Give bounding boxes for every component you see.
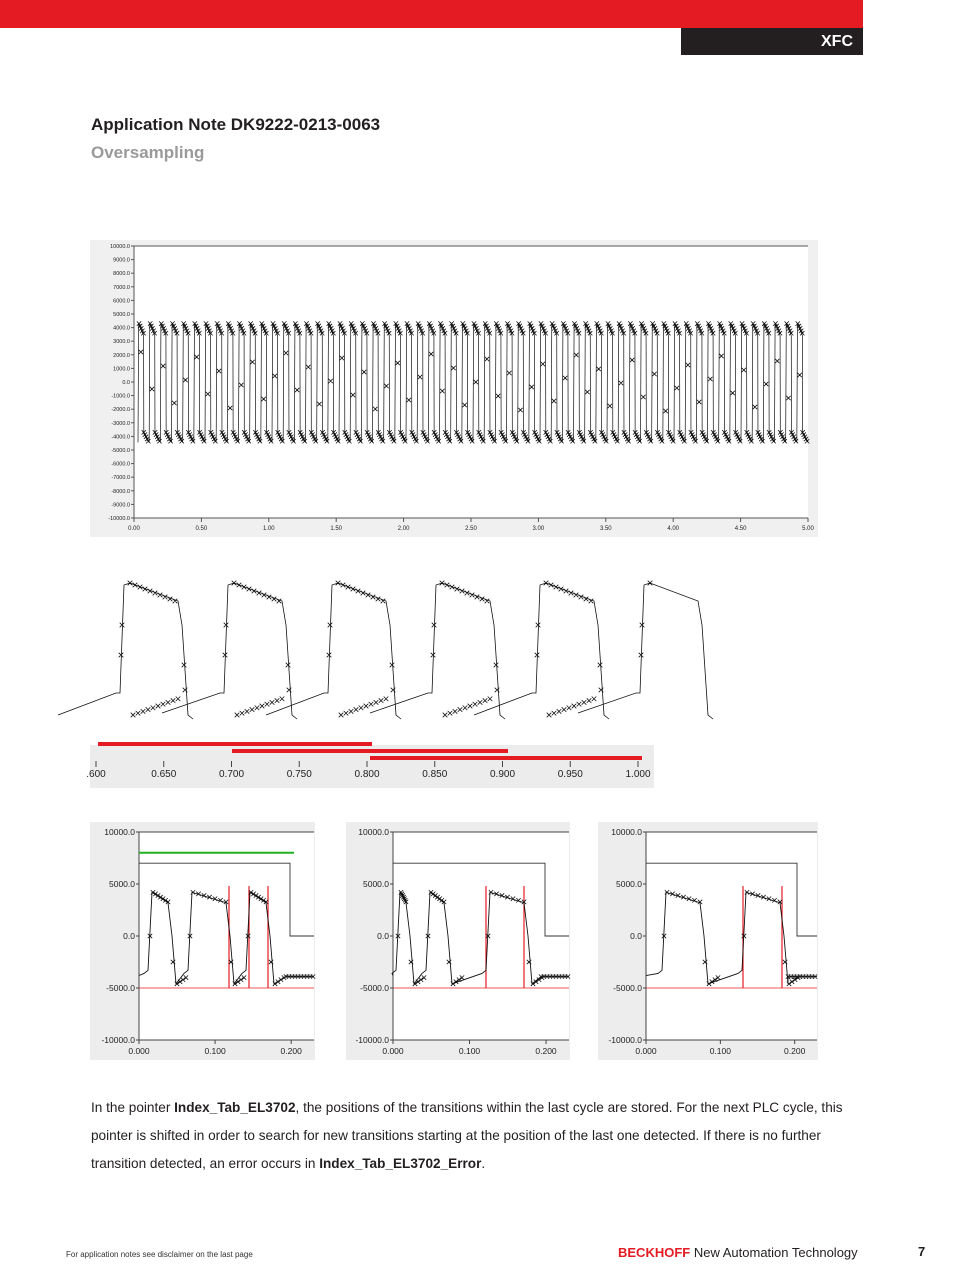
y-tick-label: -10000.0: [355, 1035, 389, 1045]
x-tick-label: 0.200: [535, 1046, 557, 1056]
y-tick-label: 7000.0: [113, 284, 130, 291]
x-tick-label: 1.000: [625, 769, 651, 780]
y-tick-label: 4000.0: [113, 325, 130, 332]
y-tick-label: 5000.0: [113, 312, 130, 318]
y-tick-label: 0.0: [122, 380, 130, 386]
y-tick-label: 0.0: [377, 931, 389, 941]
para-bold-2: Index_Tab_EL3702_Error: [319, 1156, 482, 1171]
x-tick-label: 5.00: [802, 526, 814, 532]
y-tick-label: -6000.0: [111, 461, 130, 468]
y-tick-label: 6000.0: [113, 298, 130, 305]
x-tick-label: 0.200: [784, 1046, 806, 1056]
brand-tagline: New Automation Technology: [693, 1245, 858, 1260]
x-tick-label: 0.00: [128, 526, 140, 532]
y-tick-label: 10000.0: [104, 827, 135, 837]
y-tick-label: 10000.0: [110, 244, 130, 250]
para-text-1: In the pointer: [91, 1100, 175, 1115]
y-tick-label: 2000.0: [113, 352, 130, 359]
y-tick-label: 1000.0: [113, 366, 130, 373]
y-tick-label: -5000.0: [613, 983, 642, 993]
para-text-2: , the positions of the transitions within the last cycle are stored. For the next PLC cycle, this pointer is shifted in order to search for new transitions starting at the position of the last one detected. If there is no further transition detected, an error occurs in: [91, 1100, 843, 1171]
x-tick-label: 0.000: [128, 1046, 150, 1056]
x-tick-label: 0.000: [635, 1046, 657, 1056]
y-tick-label: -1000.0: [111, 393, 130, 400]
chart-zoom: [86, 565, 654, 788]
header-red-bar: [0, 0, 863, 28]
y-tick-label: -7000.0: [111, 475, 130, 482]
doc-subtitle: Oversampling: [91, 143, 205, 162]
brand-logo: BECKHOFF: [618, 1245, 691, 1260]
x-tick-label: 0.200: [280, 1046, 302, 1056]
y-tick-label: -5000.0: [106, 983, 135, 993]
x-tick-label: 0.850: [422, 769, 448, 780]
para-bold-1: Index_Tab_EL3702: [174, 1100, 296, 1115]
x-tick-label: 0.50: [195, 526, 208, 532]
body-paragraph: [91, 1094, 861, 1178]
x-tick-label: 0.100: [204, 1046, 226, 1056]
x-tick-label: 0.100: [709, 1046, 731, 1056]
y-tick-label: 3000.0: [113, 339, 130, 346]
x-tick-label: 0.900: [489, 769, 516, 780]
y-tick-label: -2000.0: [111, 407, 130, 414]
chart-overview: [90, 240, 818, 537]
x-tick-label: 3.50: [599, 526, 612, 532]
y-tick-label: 0.0: [630, 931, 642, 941]
x-tick-label: 1.00: [262, 526, 275, 532]
chart-detail-2: [346, 822, 570, 1060]
page-number: 7: [918, 1244, 926, 1259]
x-tick-label: 3.00: [532, 526, 545, 532]
y-tick-label: 5000.0: [109, 879, 135, 889]
y-tick-label: 0.0: [123, 931, 135, 941]
x-tick-label: 4.50: [734, 526, 747, 532]
plot-area: [134, 246, 808, 518]
header-tag: XFC: [681, 28, 863, 55]
x-tick-label: 0.700: [218, 769, 245, 780]
y-tick-label: 8000.0: [113, 271, 130, 278]
y-tick-label: -10000.0: [108, 516, 130, 522]
y-tick-label: -10000.0: [101, 1035, 135, 1045]
y-tick-label: -5000.0: [111, 448, 130, 454]
footer-brand: [618, 1245, 858, 1260]
y-tick-label: -8000.0: [111, 488, 130, 495]
x-tick-label: 0.000: [382, 1046, 404, 1056]
y-tick-label: 10000.0: [358, 827, 389, 837]
y-tick-label: 5000.0: [363, 879, 389, 889]
x-tick-label: 0.750: [286, 769, 312, 780]
x-tick-label: .600: [86, 769, 106, 780]
chart-detail-1: [90, 822, 315, 1060]
y-tick-label: -9000.0: [111, 502, 130, 509]
y-tick-label: 10000.0: [611, 827, 642, 837]
y-tick-label: -10000.0: [608, 1035, 642, 1045]
x-tick-label: 0.800: [354, 769, 380, 780]
y-tick-label: 5000.0: [616, 879, 642, 889]
x-tick-label: 1.50: [330, 526, 343, 532]
footer-disclaimer: For application notes see disclaimer on the last page: [66, 1250, 253, 1259]
y-tick-label: -5000.0: [360, 983, 389, 993]
para-text-3: .: [481, 1156, 486, 1171]
doc-title: Application Note DK9222-0213-0063: [91, 115, 381, 134]
x-tick-label: 2.00: [397, 526, 410, 532]
x-tick-label: 0.100: [458, 1046, 481, 1056]
y-tick-label: -4000.0: [111, 434, 130, 441]
x-tick-label: 4.00: [667, 526, 680, 532]
x-tick-label: 0.950: [557, 769, 583, 780]
y-tick-label: -3000.0: [111, 420, 130, 427]
x-tick-label: 0.650: [151, 769, 177, 780]
y-tick-label: 9000.0: [113, 257, 130, 264]
x-tick-label: 2.50: [465, 526, 477, 532]
chart-detail-3: [598, 822, 818, 1060]
